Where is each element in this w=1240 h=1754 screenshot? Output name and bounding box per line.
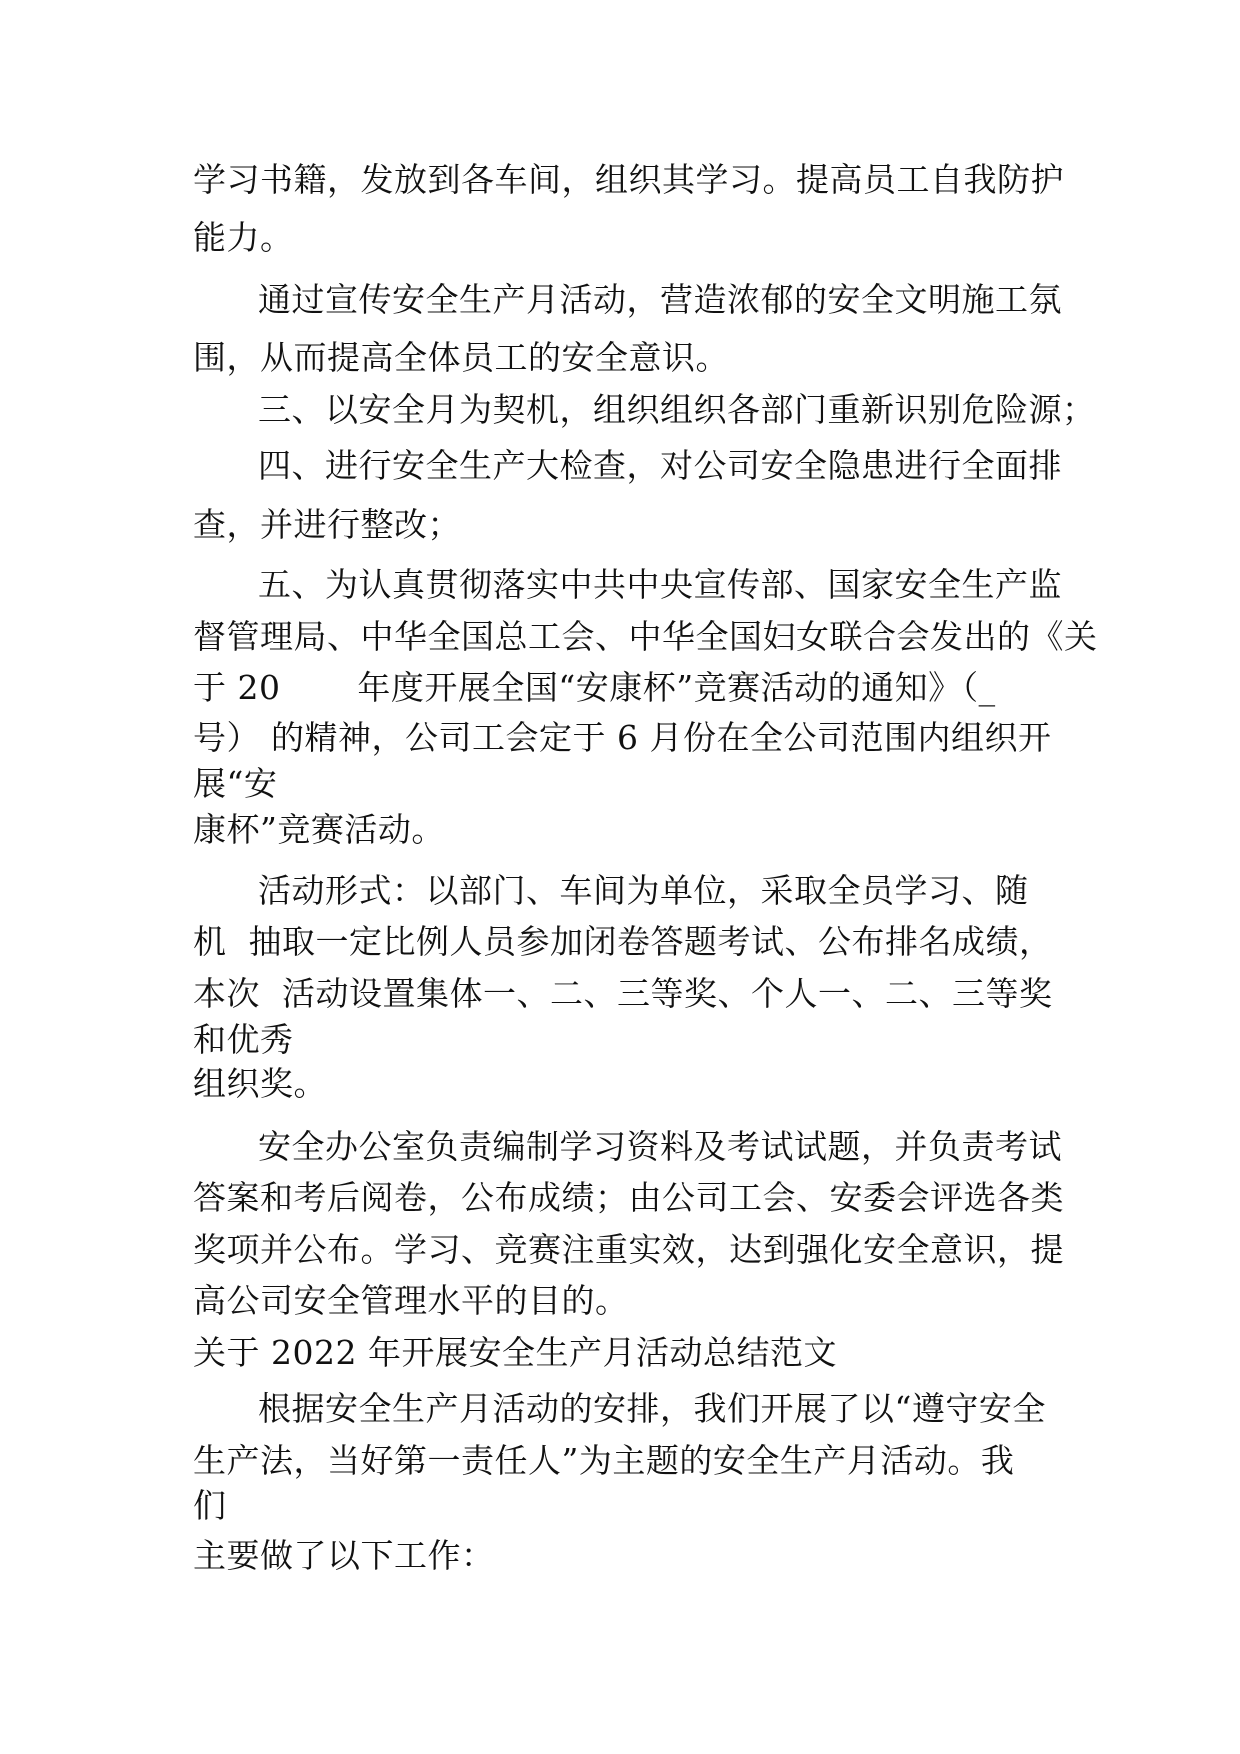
text-line: 查，并进行整改； — [193, 505, 461, 544]
section-heading: 关于 2022 年开展安全生产月活动总结范文 — [193, 1333, 837, 1372]
text-line: 号） 的精神，公司工会定于 6 月份在全公司范围内组织开 — [193, 718, 1052, 757]
text-line: 组织奖。 — [193, 1064, 327, 1103]
text-line: 奖项并公布。学习、竞赛注重实效，达到强化安全意识，提 — [193, 1230, 1064, 1269]
text-line: 通过宣传安全生产月活动，营造浓郁的安全文明施工氛 — [258, 280, 1062, 319]
text-line: 机 抽取一定比例人员参加闭卷答题考试、公布排名成绩， — [193, 922, 1053, 961]
text-line: 督管理局、中华全国总工会、中华全国妇女联合会发出的《关 — [193, 617, 1098, 656]
text-line: 们 — [193, 1486, 227, 1525]
text-line: 高公司安全管理水平的目的。 — [193, 1281, 629, 1320]
text-line: 安全办公室负责编制学习资料及考试试题，并负责考试 — [258, 1127, 1062, 1166]
text-line: 展“安 — [193, 764, 278, 803]
text-line: 和优秀 — [193, 1020, 294, 1059]
text-line: 三、以安全月为契机，组织组织各部门重新识别危险源； — [258, 390, 1096, 429]
text-line: 活动形式：以部门、车间为单位，采取全员学习、随 — [258, 871, 1029, 910]
text-line: 于 20 年度开展全国“安康杯”竞赛活动的通知》（_ — [193, 668, 996, 707]
text-line: 本次 活动设置集体一、二、三等奖、个人一、二、三等奖 — [193, 974, 1053, 1013]
text-line: 围，从而提高全体员工的安全意识。 — [193, 338, 729, 377]
text-line: 答案和考后阅卷，公布成绩；由公司工会、安委会评选各类 — [193, 1178, 1064, 1217]
text-line: 五、为认真贯彻落实中共中央宣传部、国家安全生产监 — [258, 565, 1062, 604]
text-line: 学习书籍，发放到各车间，组织其学习。提高员工自我防护 — [193, 160, 1064, 199]
text-line: 主要做了以下工作： — [193, 1536, 495, 1575]
text-line: 康杯”竞赛活动。 — [193, 810, 445, 849]
text-line: 根据安全生产月活动的安排，我们开展了以“遵守安全 — [258, 1389, 1046, 1428]
text-line: 四、进行安全生产大检查，对公司安全隐患进行全面排 — [258, 446, 1062, 485]
text-line: 生产法，当好第一责任人”为主题的安全生产月活动。我 — [193, 1441, 1015, 1480]
text-line: 能力。 — [193, 218, 294, 257]
